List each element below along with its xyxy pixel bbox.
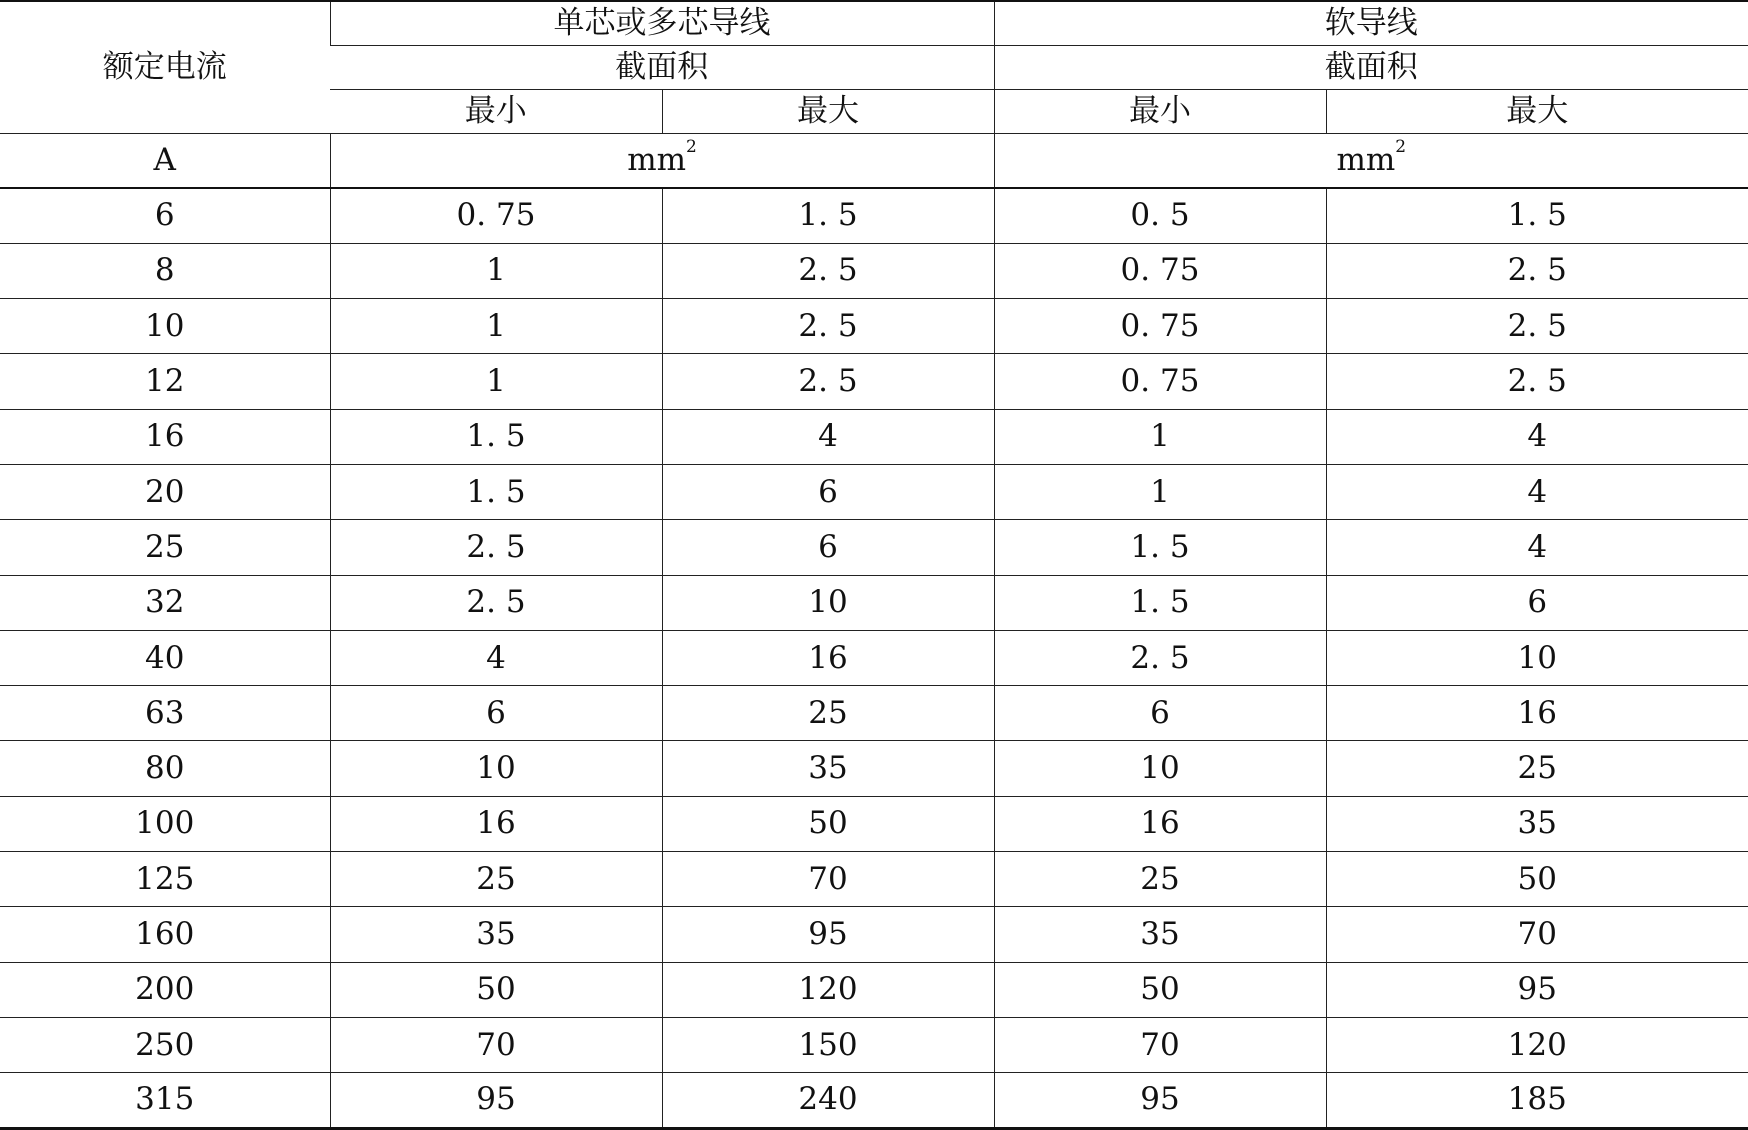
cell-flexible-min: 50 xyxy=(994,962,1326,1017)
cell-flexible-min: 95 xyxy=(994,1073,1326,1128)
header-solid-max: 最大 xyxy=(662,89,994,133)
cell-solid-min: 1 xyxy=(330,243,662,298)
cell-solid-min: 1 xyxy=(330,354,662,409)
cell-solid-max: 150 xyxy=(662,1017,994,1072)
cell-solid-min: 95 xyxy=(330,1073,662,1128)
cell-solid-max: 16 xyxy=(662,630,994,685)
cell-flexible-max: 2. 5 xyxy=(1326,299,1748,354)
cell-solid-min: 35 xyxy=(330,907,662,962)
cell-flexible-max: 6 xyxy=(1326,575,1748,630)
cell-rated-current: 8 xyxy=(0,243,330,298)
cell-flexible-min: 70 xyxy=(994,1017,1326,1072)
cell-flexible-max: 2. 5 xyxy=(1326,354,1748,409)
cell-rated-current: 6 xyxy=(0,188,330,243)
cell-rated-current: 25 xyxy=(0,520,330,575)
cell-flexible-min: 0. 5 xyxy=(994,188,1326,243)
cell-flexible-max: 25 xyxy=(1326,741,1748,796)
cell-solid-max: 6 xyxy=(662,464,994,519)
table-row xyxy=(0,464,1748,519)
cell-rated-current: 40 xyxy=(0,630,330,685)
cell-solid-min: 2. 5 xyxy=(330,575,662,630)
unit-area-exponent: 2 xyxy=(1395,136,1407,157)
cell-rated-current: 32 xyxy=(0,575,330,630)
cell-flexible-max: 1. 5 xyxy=(1326,188,1748,243)
table-row xyxy=(0,852,1748,907)
cell-flexible-min: 0. 75 xyxy=(994,299,1326,354)
header-flexible-conductor: 软导线 xyxy=(994,1,1748,45)
cell-rated-current: 10 xyxy=(0,299,330,354)
cell-solid-max: 2. 5 xyxy=(662,299,994,354)
unit-area-exponent: 2 xyxy=(685,136,697,157)
cell-flexible-max: 50 xyxy=(1326,852,1748,907)
cell-flexible-max: 185 xyxy=(1326,1073,1748,1128)
unit-area-flexible xyxy=(994,133,1748,188)
cell-rated-current: 100 xyxy=(0,796,330,851)
cell-rated-current: 16 xyxy=(0,409,330,464)
cell-solid-min: 2. 5 xyxy=(330,520,662,575)
header-cross-section-flexible: 截面积 xyxy=(994,45,1748,89)
cell-rated-current: 12 xyxy=(0,354,330,409)
cell-rated-current: 160 xyxy=(0,907,330,962)
header-flexible-max: 最大 xyxy=(1326,89,1748,133)
cell-flexible-min: 10 xyxy=(994,741,1326,796)
header-row-groups xyxy=(0,1,1748,45)
header-solid-conductor: 单芯或多芯导线 xyxy=(330,1,994,45)
cell-rated-current: 20 xyxy=(0,464,330,519)
cell-flexible-max: 16 xyxy=(1326,686,1748,741)
unit-area-base: mm xyxy=(627,141,686,178)
cell-flexible-max: 4 xyxy=(1326,464,1748,519)
table-row xyxy=(0,354,1748,409)
cell-solid-max: 10 xyxy=(662,575,994,630)
cell-flexible-min: 1 xyxy=(994,409,1326,464)
cell-solid-max: 2. 5 xyxy=(662,243,994,298)
cell-solid-max: 95 xyxy=(662,907,994,962)
cell-flexible-min: 25 xyxy=(994,852,1326,907)
cell-flexible-min: 0. 75 xyxy=(994,354,1326,409)
table-row xyxy=(0,741,1748,796)
unit-current: A xyxy=(0,133,330,188)
table-row xyxy=(0,796,1748,851)
cell-solid-max: 50 xyxy=(662,796,994,851)
table-row xyxy=(0,188,1748,243)
cell-solid-min: 25 xyxy=(330,852,662,907)
table-row xyxy=(0,630,1748,685)
header-cross-section-solid: 截面积 xyxy=(330,45,994,89)
table-row xyxy=(0,243,1748,298)
cell-solid-max: 35 xyxy=(662,741,994,796)
cell-solid-min: 6 xyxy=(330,686,662,741)
cell-solid-max: 25 xyxy=(662,686,994,741)
table-row xyxy=(0,409,1748,464)
table-row xyxy=(0,907,1748,962)
table-row xyxy=(0,1073,1748,1128)
cell-solid-min: 16 xyxy=(330,796,662,851)
cell-solid-min: 70 xyxy=(330,1017,662,1072)
cell-solid-max: 70 xyxy=(662,852,994,907)
cell-flexible-max: 120 xyxy=(1326,1017,1748,1072)
table-row xyxy=(0,686,1748,741)
table-row xyxy=(0,1017,1748,1072)
cell-solid-min: 50 xyxy=(330,962,662,1017)
cell-flexible-max: 2. 5 xyxy=(1326,243,1748,298)
table-row xyxy=(0,299,1748,354)
cell-flexible-min: 1. 5 xyxy=(994,520,1326,575)
cell-flexible-max: 95 xyxy=(1326,962,1748,1017)
cell-flexible-min: 16 xyxy=(994,796,1326,851)
header-rated-current: 额定电流 xyxy=(0,1,330,133)
cell-flexible-max: 10 xyxy=(1326,630,1748,685)
cell-rated-current: 200 xyxy=(0,962,330,1017)
cell-rated-current: 315 xyxy=(0,1073,330,1128)
cell-rated-current: 250 xyxy=(0,1017,330,1072)
cell-flexible-min: 1. 5 xyxy=(994,575,1326,630)
cell-solid-max: 120 xyxy=(662,962,994,1017)
cell-rated-current: 125 xyxy=(0,852,330,907)
cell-flexible-min: 1 xyxy=(994,464,1326,519)
cell-solid-max: 240 xyxy=(662,1073,994,1128)
cell-rated-current: 80 xyxy=(0,741,330,796)
unit-row xyxy=(0,133,1748,188)
cell-solid-min: 1. 5 xyxy=(330,409,662,464)
cell-flexible-min: 6 xyxy=(994,686,1326,741)
cell-solid-max: 6 xyxy=(662,520,994,575)
table-row xyxy=(0,575,1748,630)
cell-flexible-max: 70 xyxy=(1326,907,1748,962)
cell-solid-min: 0. 75 xyxy=(330,188,662,243)
cell-flexible-max: 4 xyxy=(1326,520,1748,575)
cell-rated-current: 63 xyxy=(0,686,330,741)
table-row xyxy=(0,962,1748,1017)
cell-flexible-max: 4 xyxy=(1326,409,1748,464)
header-solid-min: 最小 xyxy=(330,89,662,133)
cell-solid-max: 2. 5 xyxy=(662,354,994,409)
cell-solid-min: 10 xyxy=(330,741,662,796)
unit-area-solid xyxy=(330,133,994,188)
cell-flexible-min: 0. 75 xyxy=(994,243,1326,298)
cell-flexible-max: 35 xyxy=(1326,796,1748,851)
header-flexible-min: 最小 xyxy=(994,89,1326,133)
cell-solid-min: 1 xyxy=(330,299,662,354)
unit-area-base: mm xyxy=(1336,141,1396,178)
cell-solid-min: 1. 5 xyxy=(330,464,662,519)
cell-solid-max: 1. 5 xyxy=(662,188,994,243)
table-row xyxy=(0,520,1748,575)
cell-flexible-min: 35 xyxy=(994,907,1326,962)
cell-flexible-min: 2. 5 xyxy=(994,630,1326,685)
cell-solid-max: 4 xyxy=(662,409,994,464)
cell-solid-min: 4 xyxy=(330,630,662,685)
